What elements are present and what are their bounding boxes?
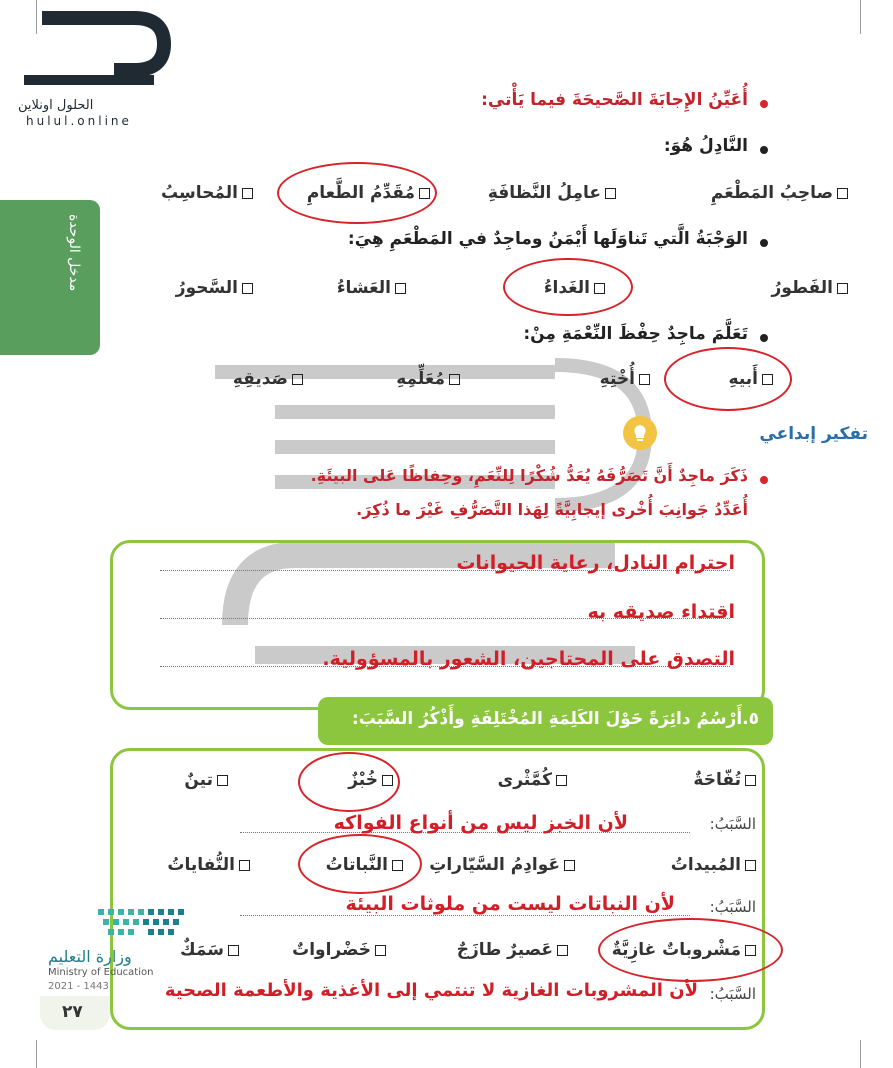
page-number-badge	[40, 996, 110, 1030]
bullet-icon	[760, 476, 768, 484]
ex5-row3-option[interactable]: عَصيرٌ طازَجٌ	[457, 940, 568, 960]
side-tab-label: مدخل الوحدة	[66, 214, 82, 292]
brand-logo-mark	[14, 6, 174, 96]
ex5-row3-option-selected[interactable]: مَشْروباتٌ غازِيَّةٌ	[612, 940, 756, 960]
checkbox-icon	[239, 860, 250, 871]
checkbox-icon	[557, 945, 568, 956]
crop-mark-bottom-right	[860, 1040, 861, 1068]
answer-circle	[277, 162, 437, 224]
ex5-row2-option[interactable]: النُّفاياتُ	[167, 855, 250, 875]
checkbox-icon	[837, 283, 848, 294]
exercise-5-banner	[318, 697, 773, 745]
bullet-icon	[760, 239, 768, 247]
q1-option[interactable]: المُحاسِبُ	[161, 183, 253, 203]
answer-circle	[298, 834, 422, 894]
ministry-emblem-icon	[96, 905, 196, 939]
answer-circle	[503, 258, 633, 316]
brand-arabic-sub: الحلول اونلاين	[18, 98, 94, 113]
crop-mark-bottom-left	[36, 1040, 37, 1068]
ex5-row3-option[interactable]: سَمَكٌ	[180, 940, 239, 960]
brand-latin: hulul.online	[26, 114, 132, 128]
q3-option[interactable]: صَديقِهِ	[233, 369, 303, 389]
q2-option[interactable]: العَشاءُ	[337, 278, 406, 298]
brand-logo	[14, 6, 174, 128]
ex5-row1-option[interactable]: كُمَّثْرى	[498, 770, 567, 790]
checkbox-icon	[242, 283, 253, 294]
ex5-row2-option[interactable]: عَوادِمُ السَّيّاراتِ	[429, 855, 575, 875]
page-number: ٢٧	[62, 1002, 83, 1022]
checkbox-icon	[217, 775, 228, 786]
ministry-name: وزارة التعليم	[48, 947, 132, 966]
checkbox-icon	[745, 860, 756, 871]
section-a-heading: أُعَيِّنُ الإِجابَةَ الصَّحيحَةَ فيما يَأْتي:	[481, 90, 748, 110]
checkbox-icon	[639, 374, 650, 385]
ex5-row1-reason: لأن الخبز ليس من أنواع الفواكه	[333, 812, 628, 834]
checkbox-icon	[605, 188, 616, 199]
q3-option[interactable]: أُخْتِهِ	[600, 369, 650, 389]
creative-title: تفكير إبداعي	[759, 424, 868, 444]
checkbox-icon	[228, 945, 239, 956]
answer-line-2: اقتداء صديقه به	[587, 601, 735, 623]
crop-mark-top-right	[860, 0, 861, 34]
ex5-row1-option[interactable]: تُفّاحَةٌ	[693, 770, 756, 790]
ministry-name-en: Ministry of Education	[48, 967, 154, 978]
reason-line	[240, 915, 690, 916]
q1-option[interactable]: عامِلُ النَّظافَةِ	[488, 183, 616, 203]
checkbox-icon	[449, 374, 460, 385]
q3-option[interactable]: مُعَلِّمِهِ	[396, 369, 460, 389]
question-3: تَعَلَّمَ ماجِدٌ حِفْظَ النِّعْمَةِ مِنْ:	[523, 324, 748, 344]
checkbox-icon	[242, 188, 253, 199]
q2-option[interactable]: الفَطورُ	[772, 278, 848, 298]
answer-circle	[298, 752, 400, 812]
reason-label: السَّبَبُ:	[709, 985, 756, 1003]
bullet-icon	[760, 334, 768, 342]
ex5-row1-option-selected[interactable]: خُبْزٌ	[348, 770, 393, 790]
creative-prompt-1: ذَكَرَ ماجِدٌ أَنَّ تَصَرُّفَهُ يُعَدُّ شُكْرًا لِلنِّعَمِ، وحِفاظًا عَلى البيئَةِ.	[310, 466, 748, 485]
checkbox-icon	[837, 188, 848, 199]
ministry-logo	[40, 905, 170, 1005]
q2-option[interactable]: السَّحورُ	[176, 278, 253, 298]
ex5-row3-option[interactable]: خَضْراواتٌ	[292, 940, 386, 960]
ex5-row3-reason: لأن المشروبات الغازية لا تنتمي إلى الأغذية والأطعمة الصحية	[164, 980, 698, 1001]
q3-option-selected[interactable]: أَبيهِ	[729, 369, 773, 389]
checkbox-icon	[292, 374, 303, 385]
checkbox-icon	[564, 860, 575, 871]
ex5-row2-option[interactable]: المُبيداتُ	[671, 855, 756, 875]
question-2: الوَجْبَةُ الَّتي تَناوَلَها أَيْمَنُ وماجِدٌ في المَطْعَمِ هِيَ:	[347, 229, 748, 249]
q2-option-selected[interactable]: الغَداءُ	[544, 278, 605, 298]
answer-circle	[598, 918, 783, 982]
answer-circle	[664, 347, 792, 411]
question-1: النَّادِلُ هُوَ:	[663, 136, 748, 156]
ex5-row2-reason: لأن النباتات ليست من ملوثات البيئة	[345, 893, 675, 915]
creative-prompt-2: أُعَدِّدُ جَوانِبَ أُخْرى إيجابِيَّةً لِهَذا التَّصَرُّفِ غَيْرَ ما ذُكِرَ.	[356, 500, 748, 519]
ministry-year: 2021 - 1443	[48, 981, 109, 992]
checkbox-icon	[395, 283, 406, 294]
q1-option[interactable]: صاحِبُ المَطْعَمِ	[711, 183, 848, 203]
side-tab	[0, 200, 100, 355]
ex5-row1-option[interactable]: تينٌ	[184, 770, 228, 790]
checkbox-icon	[375, 945, 386, 956]
answer-line-3: التصدق على المحتاجين، الشعور بالمسؤولية.	[322, 648, 735, 670]
exercise-5-title: ٥.أَرْسُمُ دائِرَةً حَوْلَ الكَلِمَةِ المُخْتَلِفَةِ وأَذْكُرُ السَّبَبَ:	[351, 709, 759, 729]
checkbox-icon	[745, 775, 756, 786]
checkbox-icon	[556, 775, 567, 786]
q1-option-selected[interactable]: مُقَدِّمُ الطَّعامِ	[307, 183, 430, 203]
bullet-icon	[760, 146, 768, 154]
bullet-icon	[760, 100, 768, 108]
answer-line-1: احترام النادل، رعاية الحيوانات	[456, 552, 735, 574]
reason-label: السَّبَبُ:	[709, 815, 756, 833]
lightbulb-icon	[623, 416, 657, 450]
ex5-row2-option-selected[interactable]: النَّباتاتُ	[326, 855, 403, 875]
reason-label: السَّبَبُ:	[709, 898, 756, 916]
